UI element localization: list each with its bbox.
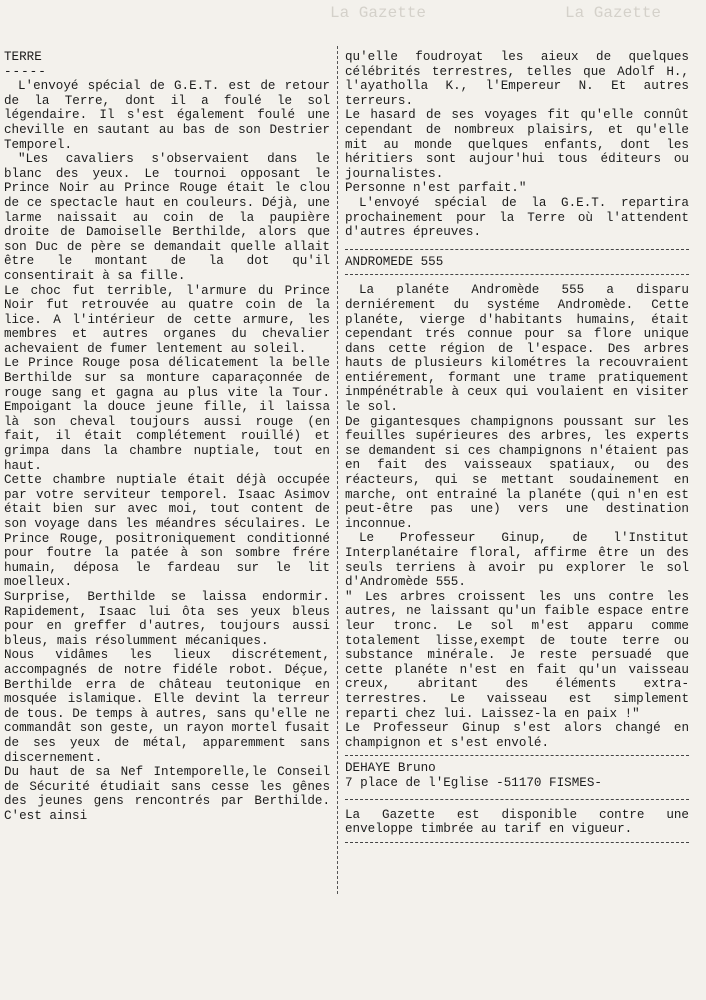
section-separator [345, 755, 689, 756]
publisher-address [345, 761, 689, 790]
article-paragraph: Nous vidâmes les lieux discrétement, accompagnés de notre fidéle robot. Déçue, Berthilde erra de château teutonique en mosquée islamique. Elle devint la terreur de tous. De temps à autres, sans qu'elle ne commandât son geste, un rayon mortel fusait de ses yeux de métal, apparemment sans discernement. [4, 648, 330, 765]
article-paragraph: " Les arbres croissent les uns contre les autres, ne laissant qu'un faible espace entre leur tronc. Le sol m'est apparu comme totalement lisse,exempt de toute terre ou substance minérale. Je reste persuadé que cette planéte n'est en fait qu'un vaisseau creux, abritant des éléments extra-terrestres. Le vaisseau est simplement reparti chez lui. Laissez-la en paix !" [345, 589, 689, 721]
availability-notice: La Gazette est disponible contre une enveloppe timbrée au tarif en vigueur. [345, 807, 689, 837]
article-paragraph: qu'elle foudroyat les aieux de quelques célébrités terrestres, telles que Adolf H., l'ayatholla K., l'Empereur N. Et autres terreurs. [345, 50, 689, 108]
article-paragraph: "Les cavaliers s'observaient dans le blanc des yeux. Le tournoi opposant le Prince Noir au Prince Rouge était le clou de ce spectacle haut en couleurs. Déjà, une larme naissait au coin de la paupière droite de Damoiselle Berthilde, alors que son Duc de père se demandait quelle allait être le montant de la dot qu'il consentirait à sa fille. [4, 152, 330, 283]
heading-separator [345, 274, 689, 275]
article-paragraph: Le choc fut terrible, l'armure du Prince Noir fut retrouvée au quatre coin de la lice. A l'intérieur de cette armure, les membres et autres organes du chevalier achevaient de fumer lentement au soleil. [4, 283, 330, 356]
article-paragraph: Cette chambre nuptiale était déjà occupée par votre serviteur temporel. Isaac Asimov était bien sur avec moi, tout content de son voyage dans les méandres séculaires. Le Prince Rouge, positroniquement conditionné pour foutre la patée à son sombre frére humain, déposa le fardeau sur le lit moelleux. [4, 473, 330, 590]
article-paragraph: De gigantesques champignons poussant sur les feuilles supérieures des arbres, les experts se demandent si ces champignons n'étaient pas en fait des vaisseaux spatiaux, ou des réacteurs, qui se mettant soudainement en marche, ont entrainé la planéte (qui n'en est peut-être pas une) vers une destination inconnue. [345, 414, 689, 531]
article-paragraph: Le Professeur Ginup s'est alors changé en champignon et s'est envolé. [345, 721, 689, 750]
section-separator [345, 799, 689, 800]
article-paragraph: L'envoyé spécial de G.E.T. est de retour de la Terre, dont il a foulé le sol légendaire. Il s'est également foulé une cheville en sautant au bas de son Destrier Temporel. [4, 79, 330, 152]
article-paragraph: L'envoyé spécial de la G.E.T. repartira prochainement pour la Terre où l'attendent d'autres épreuves. [345, 195, 689, 240]
article-paragraph: Surprise, Berthilde se laissa endormir. Rapidement, Isaac lui ôta ses yeux bleus pour en greffer d'autres, toujours aussi bleus, mais résolumment mécaniques. [4, 589, 330, 648]
section-separator [345, 842, 689, 843]
article-paragraph: Le Professeur Ginup, de l'Institut Interplanétaire floral, affirme être un des seuls terriens à avoir pu explorer le sol d'Andromède 555. [345, 531, 689, 590]
section-heading-terre: TERRE [4, 50, 42, 64]
article-paragraph: La planéte Andromède 555 a disparu derniérement du systéme Andromède. Cette planéte, vierge d'habitants humains, était cependant trés connue pour sa flore unique dans cette région de l'espace. Des arbres hauts de plusieurs kilométres la recouvraient entiérement, formant une trame pratiquement inmpénétrable à ceux qui voulaient en visiter le sol. [345, 283, 689, 415]
right-column [345, 50, 689, 848]
section-separator [345, 249, 689, 250]
article-paragraph: Le hasard de ses voyages fit qu'elle connût cependant de nombreux plaisirs, et qu'elle mit au monde quelques enfants, dont les héritiers sont aujour'hui tous éditeurs ou journalistes. [345, 108, 689, 181]
article-paragraph: Du haut de sa Nef Intemporelle,le Conseil de Sécurité étudiait sans cesse les gênes des jeunes gens rencontrés par Berthilde. C'est ainsi [4, 765, 330, 823]
heading-underline: ----- [4, 64, 47, 79]
column-divider [337, 46, 338, 894]
masthead-bleed-right: La Gazette [565, 4, 662, 22]
article-paragraph: Personne n'est parfait." [345, 181, 527, 196]
masthead-bleed-left: La Gazette [330, 4, 427, 22]
publisher-name: DEHAYE Bruno [345, 761, 436, 776]
article-paragraph: Le Prince Rouge posa délicatement la belle Berthilde sur sa monture caparaçonnée de rouge sang et gagna au plus vite la Tour. Empoigant la douce jeune fille, il laissa là son cheval toujours aussi rouge (en fait, il était complétement rouillé) et grimpa dans la chambre nuptiale, tout en haut. [4, 356, 330, 473]
left-column [4, 50, 330, 823]
section-heading-andromede: ANDROMEDE 555 [345, 254, 444, 269]
publisher-street: 7 place de l'Eglise -51170 FISMES- [345, 775, 602, 790]
